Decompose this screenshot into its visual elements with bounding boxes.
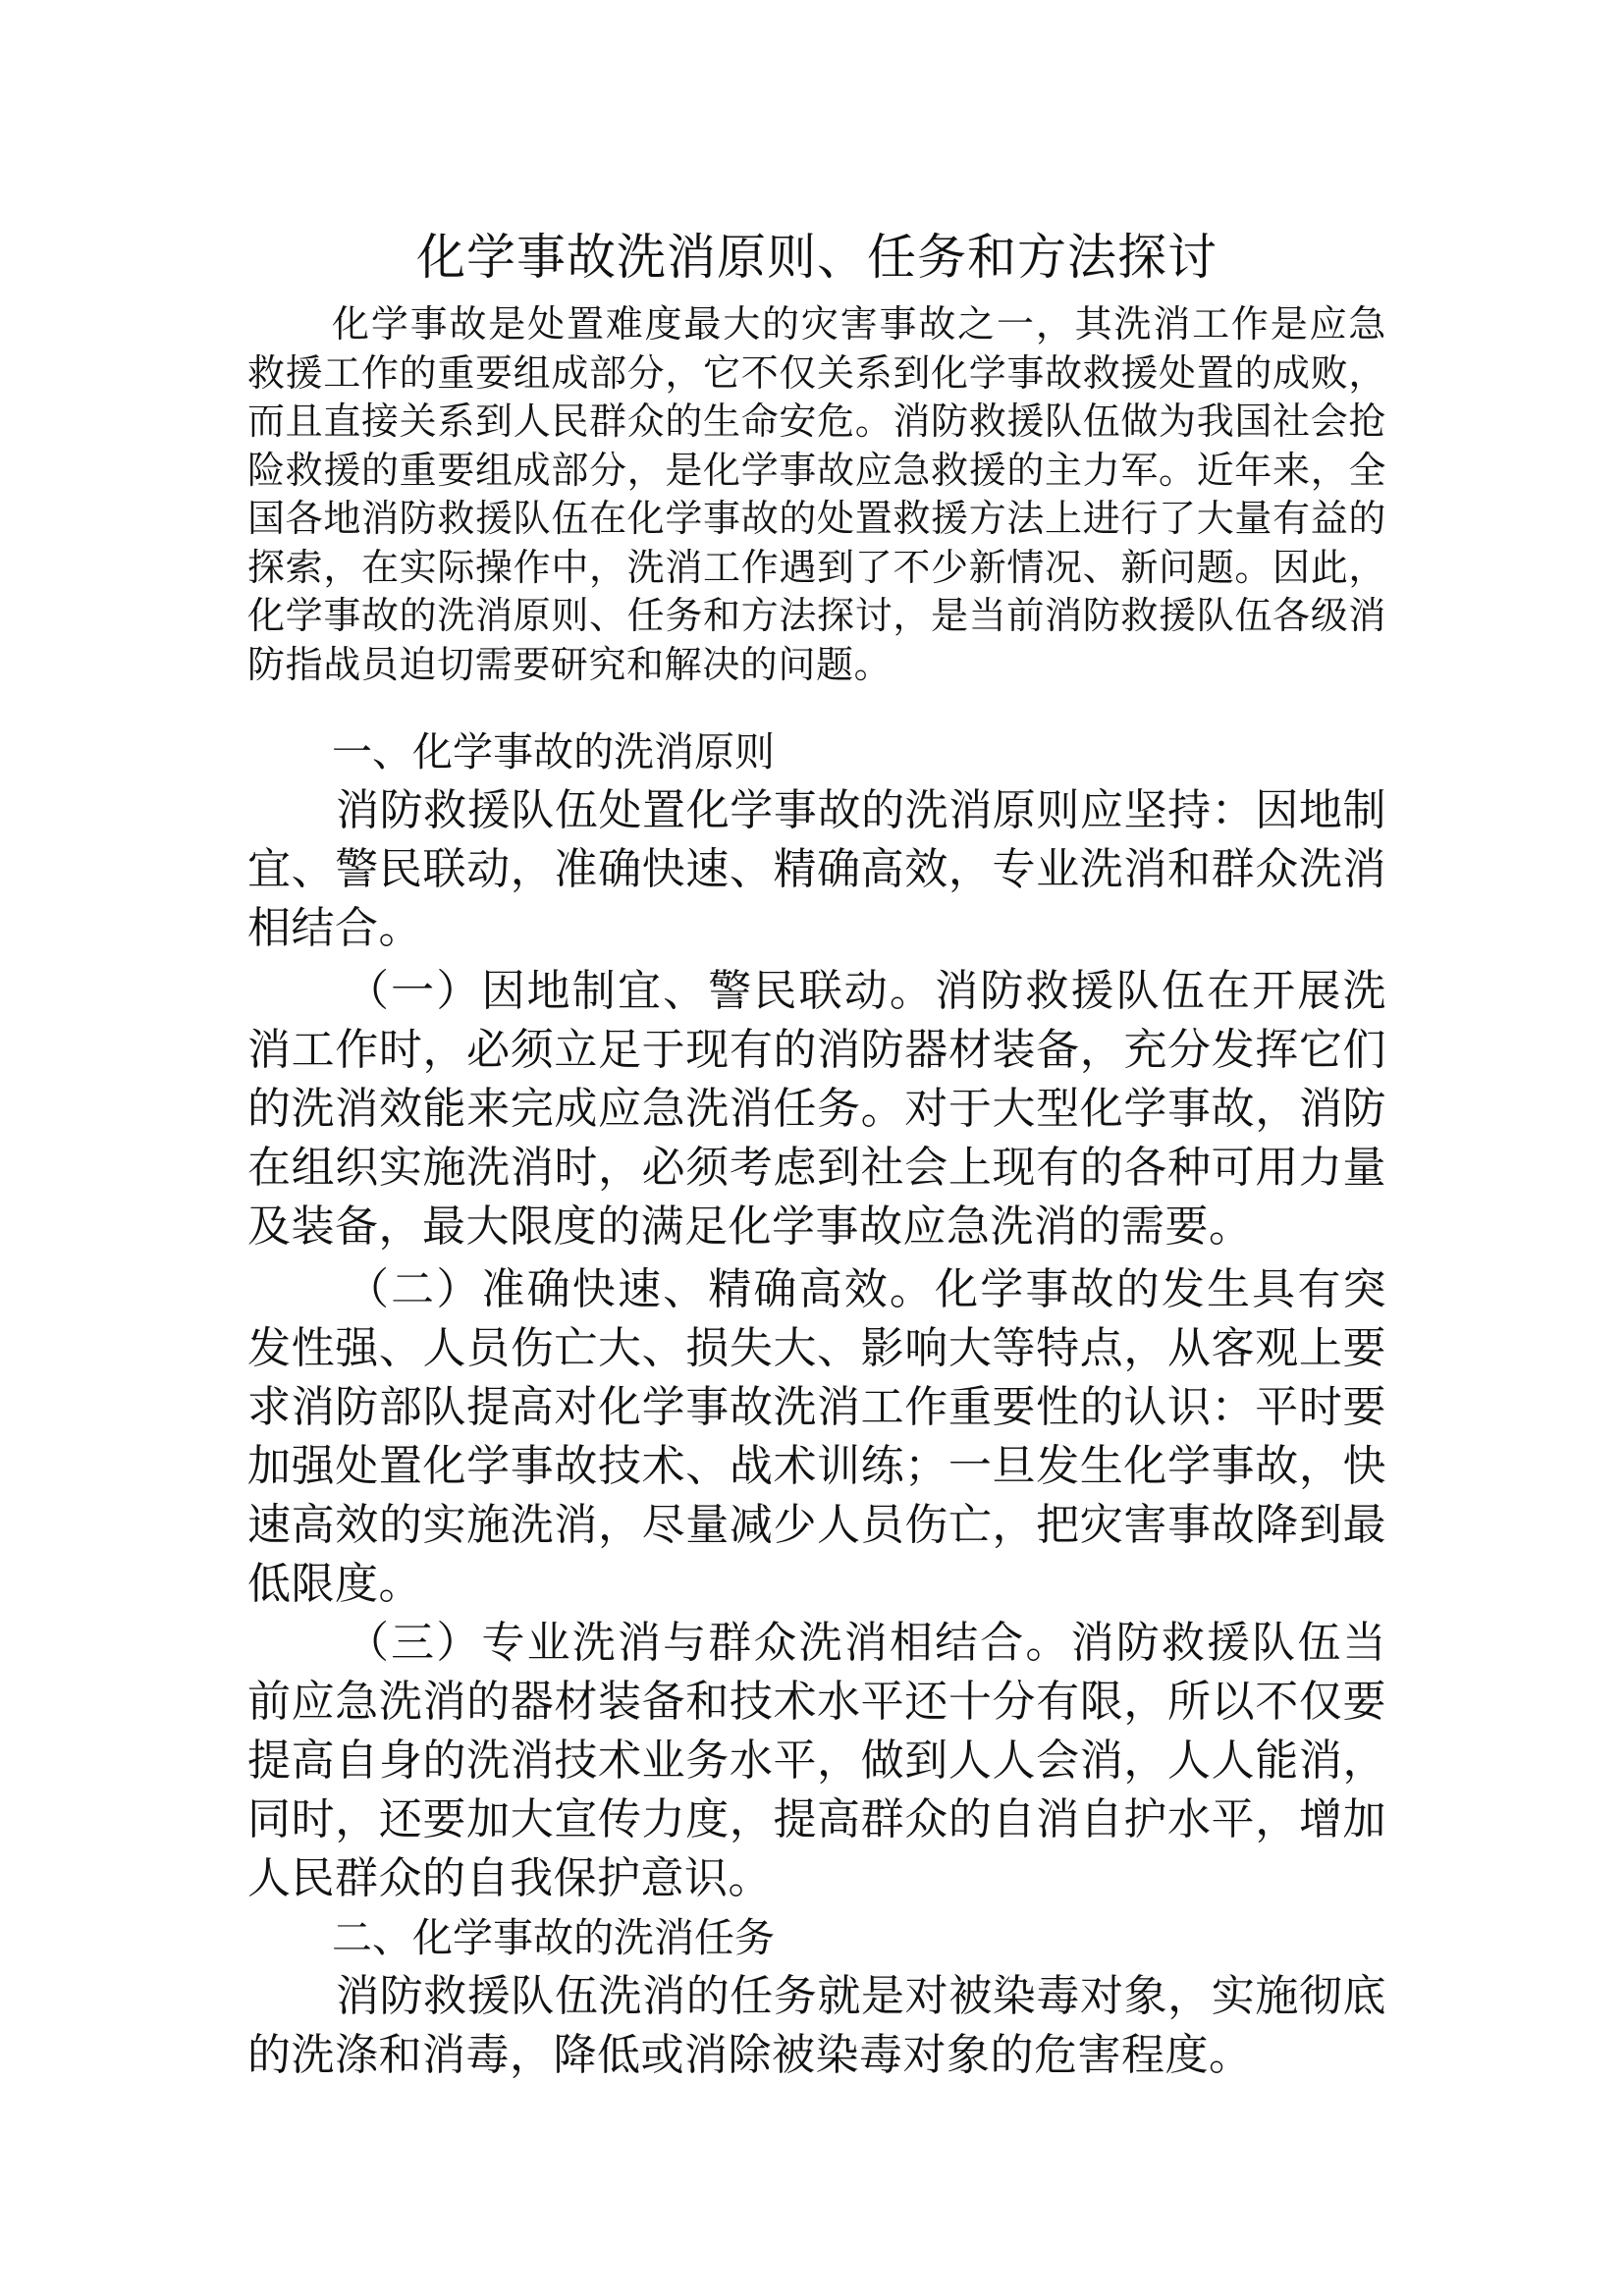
document-page xyxy=(247,218,1386,2085)
principle-item-1: （一）因地制宜、警民联动。消防救援队伍在开展洗消工作时，必须立足于现有的消防器材装备，充分发挥它们的洗消效能来完成应急洗消任务。对于大型化学事故，消防在组织实施洗消时，必须考虑到社会上现有的各种可用力量及装备，最大限度的满足化学事故应急洗消的需要。 xyxy=(247,966,1386,1252)
intro-paragraph: 化学事故是处置难度最大的灾害事故之一，其洗消工作是应急救援工作的重要组成部分，它不仅关系到化学事故救援处置的成败，而且直接关系到人民群众的生命安危。消防救援队伍做为我国社会抢险救援的重要组成部分，是化学事故应急救援的主力军。近年来，全国各地消防救援队伍在化学事故的处置救援方法上进行了大量有益的探索，在实际操作中，洗消工作遇到了不少新情况、新问题。因此，化学事故的洗消原则、任务和方法探讨，是当前消防救援队伍各级消防指战员迫切需要研究和解决的问题。 xyxy=(247,302,1386,686)
section-heading-tasks: 二、化学事故的洗消任务 xyxy=(332,1914,775,1961)
principle-item-3: （三）专业洗消与群众洗消相结合。消防救援队伍当前应急洗消的器材装备和技术水平还十分有限，所以不仅要提高自身的洗消技术业务水平，做到人人会消，人人能消，同时，还要加大宣传力度，提高群众的自消自护水平，增加人民群众的自我保护意识。 xyxy=(247,1618,1386,1903)
principle-item-2: （二）准确快速、精确高效。化学事故的发生具有突发性强、人员伤亡大、损失大、影响大等特点，从客观上要求消防部队提高对化学事故洗消工作重要性的认识：平时要加强处置化学事故技术、战术训练；一旦发生化学事故，快速高效的实施洗消，尽量减少人员伤亡，把灾害事故降到最低限度。 xyxy=(247,1264,1386,1609)
section-heading-principles: 一、化学事故的洗消原则 xyxy=(332,728,775,775)
tasks-paragraph: 消防救援队伍洗消的任务就是对被染毒对象，实施彻底的洗涤和消毒，降低或消除被染毒对象的危害程度。 xyxy=(247,1971,1386,2080)
principles-paragraph: 消防救援队伍处置化学事故的洗消原则应坚持：因地制宜、警民联动，准确快速、精确高效，专业洗消和群众洗消相结合。 xyxy=(247,785,1386,953)
document-title: 化学事故洗消原则、任务和方法探讨 xyxy=(416,229,1218,286)
